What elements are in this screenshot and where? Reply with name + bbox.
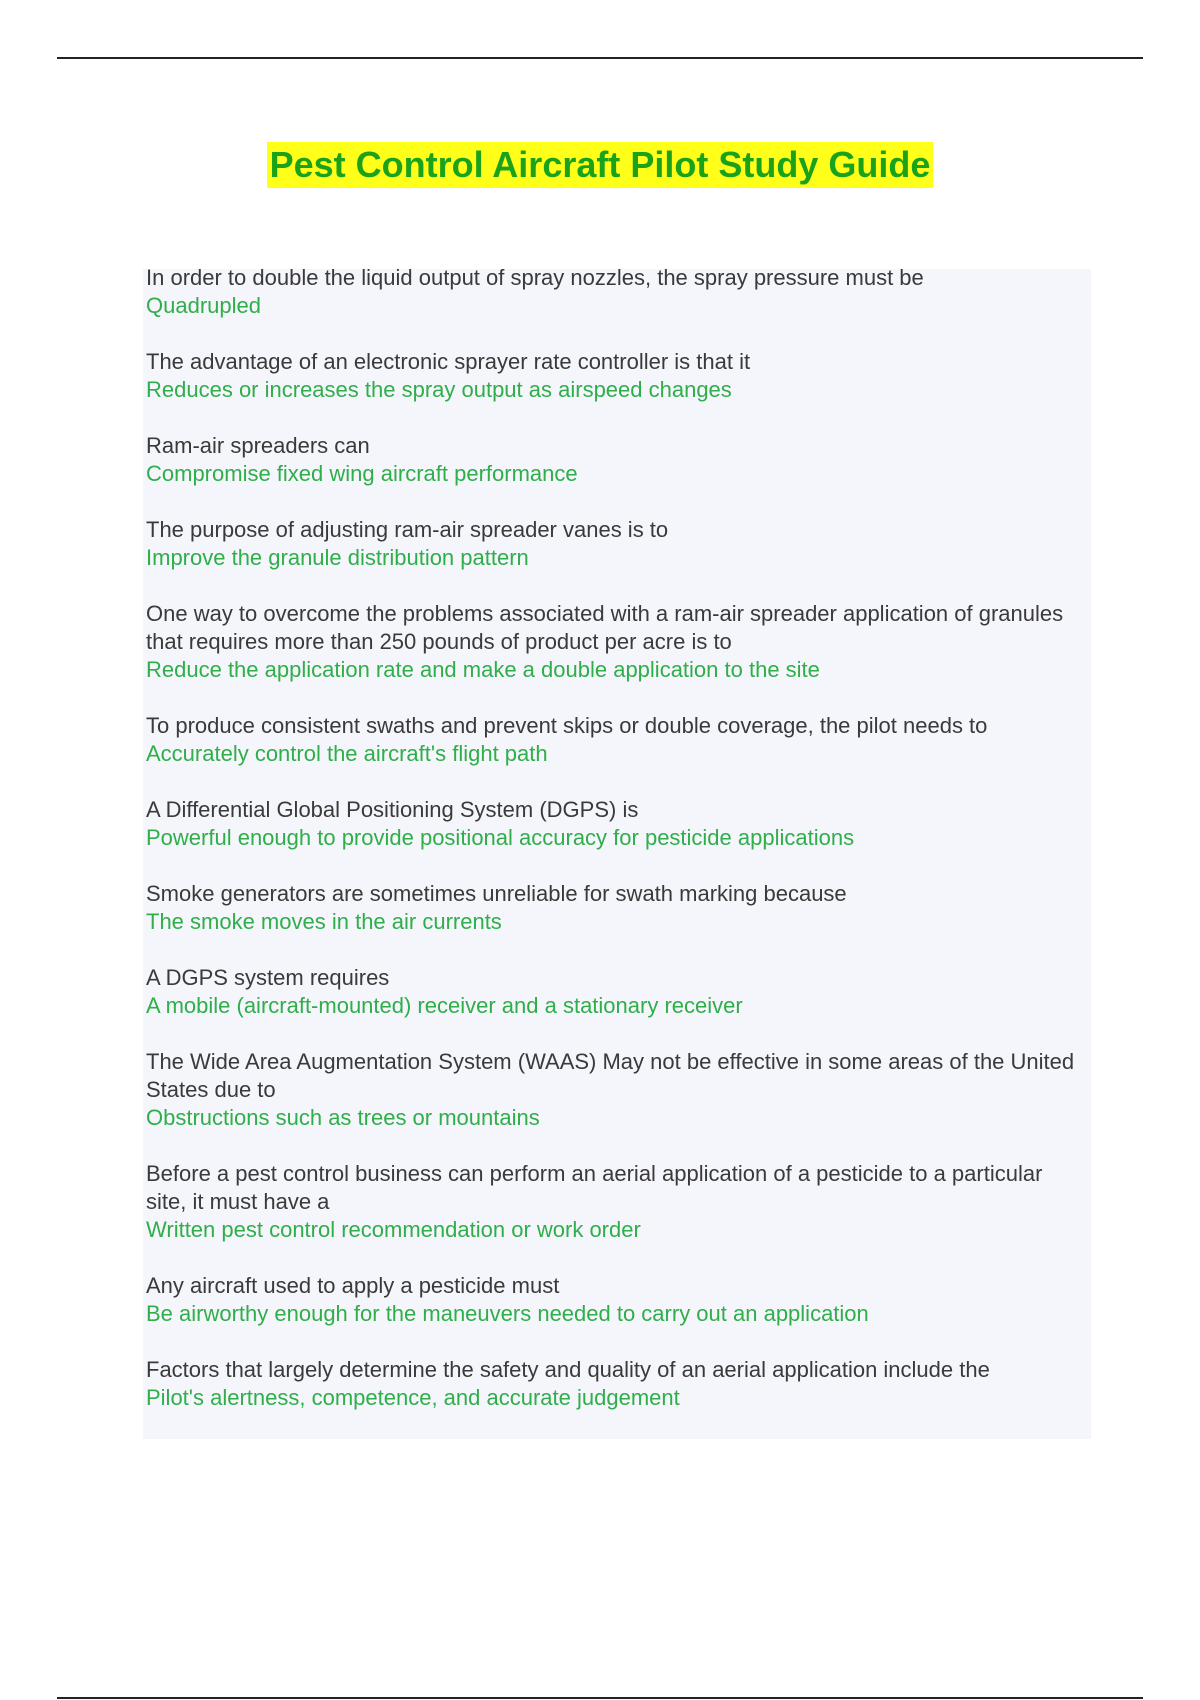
top-divider	[57, 57, 1143, 59]
title-container	[0, 142, 1200, 188]
answer-text: Powerful enough to provide positional accuracy for pesticide applications	[146, 825, 855, 850]
qa-item	[146, 1272, 1086, 1328]
qa-item	[146, 796, 1086, 852]
answer-text: Compromise fixed wing aircraft performance	[146, 461, 578, 486]
question-text: Factors that largely determine the safety and quality of an aerial application include the	[146, 1357, 990, 1382]
qa-item	[146, 1356, 1086, 1412]
qa-item	[146, 348, 1086, 404]
bottom-divider	[57, 1697, 1143, 1699]
question-text: The purpose of adjusting ram-air spreader vanes is to	[146, 517, 669, 542]
question-text: A Differential Global Positioning System (DGPS) is	[146, 797, 639, 822]
qa-item	[146, 964, 1086, 1020]
qa-item	[146, 600, 1086, 684]
answer-text: A mobile (aircraft-mounted) receiver and a stationary receiver	[146, 993, 743, 1018]
question-text: A DGPS system requires	[146, 965, 390, 990]
qa-item	[146, 516, 1086, 572]
qa-item	[146, 264, 1086, 320]
question-text: Any aircraft used to apply a pesticide must	[146, 1273, 560, 1298]
answer-text: Reduces or increases the spray output as airspeed changes	[146, 377, 732, 402]
answer-text: The smoke moves in the air currents	[146, 909, 502, 934]
answer-text: Obstructions such as trees or mountains	[146, 1105, 540, 1130]
qa-item	[146, 1160, 1086, 1244]
answer-text: Be airworthy enough for the maneuvers needed to carry out an application	[146, 1301, 869, 1326]
question-text: Before a pest control business can perform an aerial application of a pesticide to a particular site, it must have a	[146, 1161, 1043, 1214]
answer-text: Quadrupled	[146, 293, 261, 318]
answer-text: Accurately control the aircraft's flight path	[146, 741, 548, 766]
question-text: Smoke generators are sometimes unreliable for swath marking because	[146, 881, 847, 906]
document-title: Pest Control Aircraft Pilot Study Guide	[267, 142, 934, 188]
question-text: One way to overcome the problems associated with a ram-air spreader application of granules that requires more than 250 pounds of product per acre is to	[146, 601, 1064, 654]
question-text: The Wide Area Augmentation System (WAAS) May not be effective in some areas of the United States due to	[146, 1049, 1075, 1102]
qa-item	[146, 880, 1086, 936]
qa-item	[146, 1048, 1086, 1132]
answer-text: Written pest control recommendation or work order	[146, 1217, 641, 1242]
question-text: Ram-air spreaders can	[146, 433, 370, 458]
answer-text: Improve the granule distribution pattern	[146, 545, 529, 570]
answer-text: Pilot's alertness, competence, and accurate judgement	[146, 1385, 680, 1410]
question-text: In order to double the liquid output of spray nozzles, the spray pressure must be	[146, 265, 924, 290]
question-text: The advantage of an electronic sprayer rate controller is that it	[146, 349, 751, 374]
qa-list	[146, 264, 1086, 1440]
question-text: To produce consistent swaths and prevent skips or double coverage, the pilot needs to	[146, 713, 988, 738]
answer-text: Reduce the application rate and make a double application to the site	[146, 657, 820, 682]
qa-item	[146, 432, 1086, 488]
qa-item	[146, 712, 1086, 768]
